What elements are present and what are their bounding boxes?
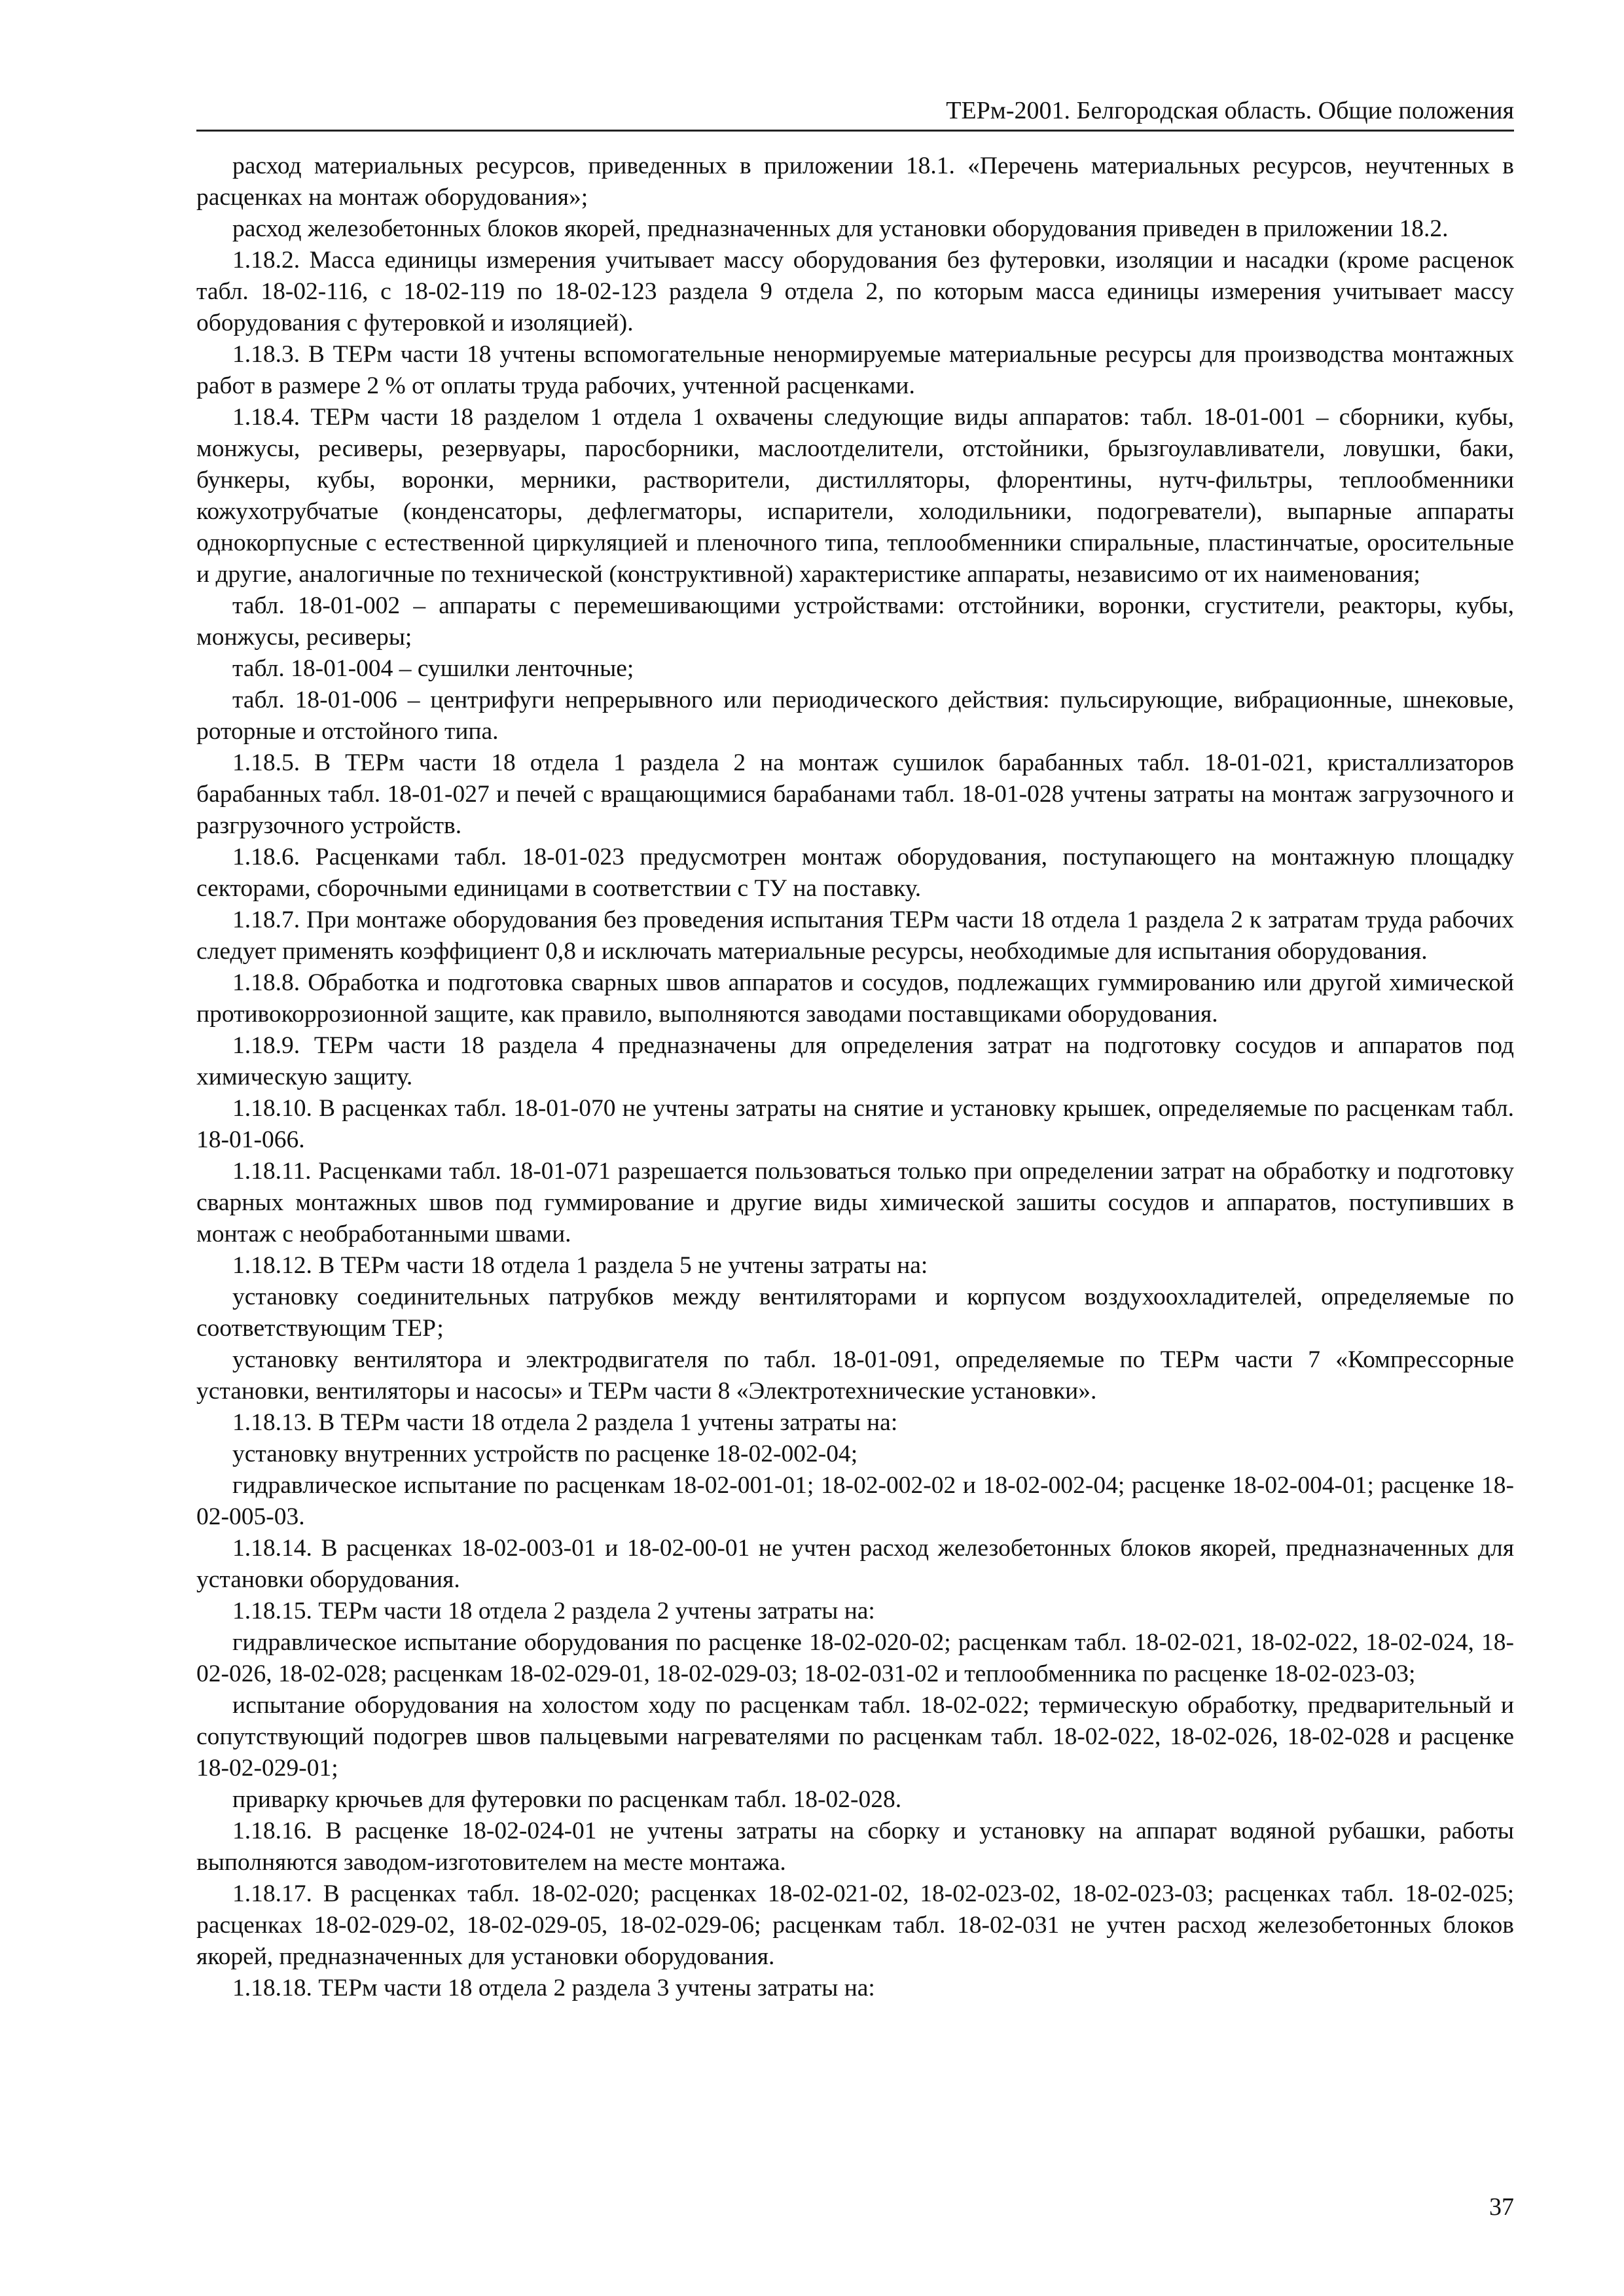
paragraph: 1.18.17. В расценках табл. 18-02-020; расценках 18-02-021-02, 18-02-023-02, 18-02-023-03; расценках табл. 18-02-025; расценках 18-02-029-02, 18-02-029-05, 18-02-029-06; расценкам табл. 18-02-031 не учтен расход железобетонных блоков якорей, предназначенных для установки оборудования. (196, 1880, 1514, 1970)
paragraph: 1.18.10. В расценках табл. 18-01-070 не учтены затраты на снятие и установку крышек, определяемые по расценкам табл. 18-01-066. (196, 1095, 1514, 1153)
paragraph: расход материальных ресурсов, приведенных в приложении 18.1. «Перечень материальных ресурсов, неучтенных в расценках на монтаж оборудования»; (196, 152, 1514, 211)
paragraph: 1.18.14. В расценках 18-02-003-01 и 18-02-00-01 не учтен расход железобетонных блоков якорей, предназначенных для установки оборудования. (196, 1535, 1514, 1593)
paragraph: установку вентилятора и электродвигателя по табл. 18-01-091, определяемые по ТЕРм части 7 «Компрессорные установки, вентиляторы и насосы» и ТЕРм части 8 «Электротехнические установки». (196, 1346, 1514, 1405)
paragraph: установку внутренних устройств по расценке 18-02-002-04; (232, 1441, 858, 1467)
paragraph: 1.18.2. Масса единицы измерения учитывает массу оборудования без футеровки, изоляции и насадки (кроме расценок табл. 18-02-116, с 18-02-119 по 18-02-123 раздела 9 отдела 2, по которым масса единицы измерения учитывает массу оборудования с футеровкой и изоляцией). (196, 247, 1514, 336)
paragraph: 1.18.12. В ТЕРм части 18 отдела 1 раздела 5 не учтены затраты на: (232, 1252, 928, 1279)
paragraph: 1.18.4. ТЕРм части 18 разделом 1 отдела 1 охвачены следующие виды аппаратов: табл. 18-01-001 – сборники, кубы, монжусы, ресиверы, резервуары, паросборники, маслоотделители, отстойники, брызгоулавливатели, ловушки, баки, бункеры, кубы, воронки, мерники, растворители, дистилляторы, флорентины, нутч-фильтры, теплообменники кожухотрубчатые (конденсаторы, дефлегматоры, испарители, холодильники, подогреватели), выпарные аппараты однокорпусные с естественной циркуляцией и пленочного типа, теплообменники спиральные, пластинчатые, оросительные и другие, аналогичные по технической (конструктивной) характеристике аппараты, независимо от их наименования; (196, 404, 1514, 588)
paragraph: 1.18.9. ТЕРм части 18 раздела 4 предназначены для определения затрат на подготовку сосудов и аппаратов под химическую защиту. (196, 1032, 1514, 1090)
paragraph: испытание оборудования на холостом ходу по расценкам табл. 18-02-022; термическую обработку, предварительный и сопутствующий подогрев швов пальцевыми нагревателями по расценкам табл. 18-02-022, 18-02-026, 18-02-028 и расценке 18-02-029-01; (196, 1692, 1514, 1782)
paragraph: 1.18.15. ТЕРм части 18 отдела 2 раздела 2 учтены затраты на: (232, 1598, 875, 1624)
page-header: ТЕРм-2001. Белгородская область. Общие положения (196, 92, 1514, 132)
paragraph: гидравлическое испытание по расценкам 18-02-001-01; 18-02-002-02 и 18-02-002-04; расценке 18-02-004-01; расценке 18-02-005-03. (196, 1472, 1514, 1530)
paragraph: 1.18.5. В ТЕРм части 18 отдела 1 раздела 2 на монтаж сушилок барабанных табл. 18-01-021, кристаллизаторов барабанных табл. 18-01-027 и печей с вращающимися барабанами табл. 18-01-028 учтены затраты на монтаж загрузочного и разгрузочного устройств. (196, 749, 1514, 839)
paragraph: 1.18.6. Расценками табл. 18-01-023 предусмотрен монтаж оборудования, поступающего на монтажную площадку секторами, сборочными единицами в соответствии с ТУ на поставку. (196, 844, 1514, 902)
paragraph: установку соединительных патрубков между вентиляторами и корпусом воздухоохладителей, определяемые по соответствующим ТЕР; (196, 1283, 1514, 1342)
paragraph: 1.18.16. В расценке 18-02-024-01 не учтены затраты на сборку и установку на аппарат водяной рубашки, работы выполняются заводом-изготовителем на месте монтажа. (196, 1818, 1514, 1876)
paragraph: приварку крючьев для футеровки по расценкам табл. 18-02-028. (232, 1786, 902, 1813)
paragraph: табл. 18-01-006 – центрифуги непрерывного или периодического действия: пульсирующие, вибрационные, шнековые, роторные и отстойного типа. (196, 687, 1514, 745)
paragraph: 1.18.7. При монтаже оборудования без проведения испытания ТЕРм части 18 отдела 1 раздела 2 к затратам труда рабочих следует применять коэффициент 0,8 и исключать материальные ресурсы, необходимые для испытания оборудования. (196, 906, 1514, 965)
paragraph: 1.18.3. В ТЕРм части 18 учтены вспомогательные ненормируемые материальные ресурсы для производства монтажных работ в размере 2 % от оплаты труда рабочих, учтенной расценками. (196, 341, 1514, 399)
paragraph: расход железобетонных блоков якорей, предназначенных для установки оборудования приведен в приложении 18.2. (232, 215, 1449, 242)
paragraph: табл. 18-01-004 – сушилки ленточные; (232, 655, 634, 682)
document-body (196, 151, 1514, 2004)
paragraph: гидравлическое испытание оборудования по расценке 18-02-020-02; расценкам табл. 18-02-021, 18-02-022, 18-02-024, 18-02-026, 18-02-028; расценкам 18-02-029-01, 18-02-029-03; 18-02-031-02 и теплообменника по расценке 18-02-023-03; (196, 1629, 1514, 1687)
paragraph: 1.18.8. Обработка и подготовка сварных швов аппаратов и сосудов, подлежащих гуммированию или другой химической противокоррозионной защите, как правило, выполняются заводами поставщиками оборудования. (196, 969, 1514, 1028)
paragraph: 1.18.11. Расценками табл. 18-01-071 разрешается пользоваться только при определении затрат на обработку и подготовку сварных монтажных швов под гуммирование и другие виды химической зашиты сосудов и аппаратов, поступивших в монтаж с необработанными швами. (196, 1158, 1514, 1247)
paragraph: 1.18.18. ТЕРм части 18 отдела 2 раздела 3 учтены затраты на: (232, 1975, 875, 2001)
paragraph: 1.18.13. В ТЕРм части 18 отдела 2 раздела 1 учтены затраты на: (232, 1409, 898, 1436)
paragraph: табл. 18-01-002 – аппараты с перемешивающими устройствами: отстойники, воронки, сгустители, реакторы, кубы, монжусы, ресиверы; (196, 592, 1514, 651)
page-number: 37 (1489, 2193, 1514, 2221)
